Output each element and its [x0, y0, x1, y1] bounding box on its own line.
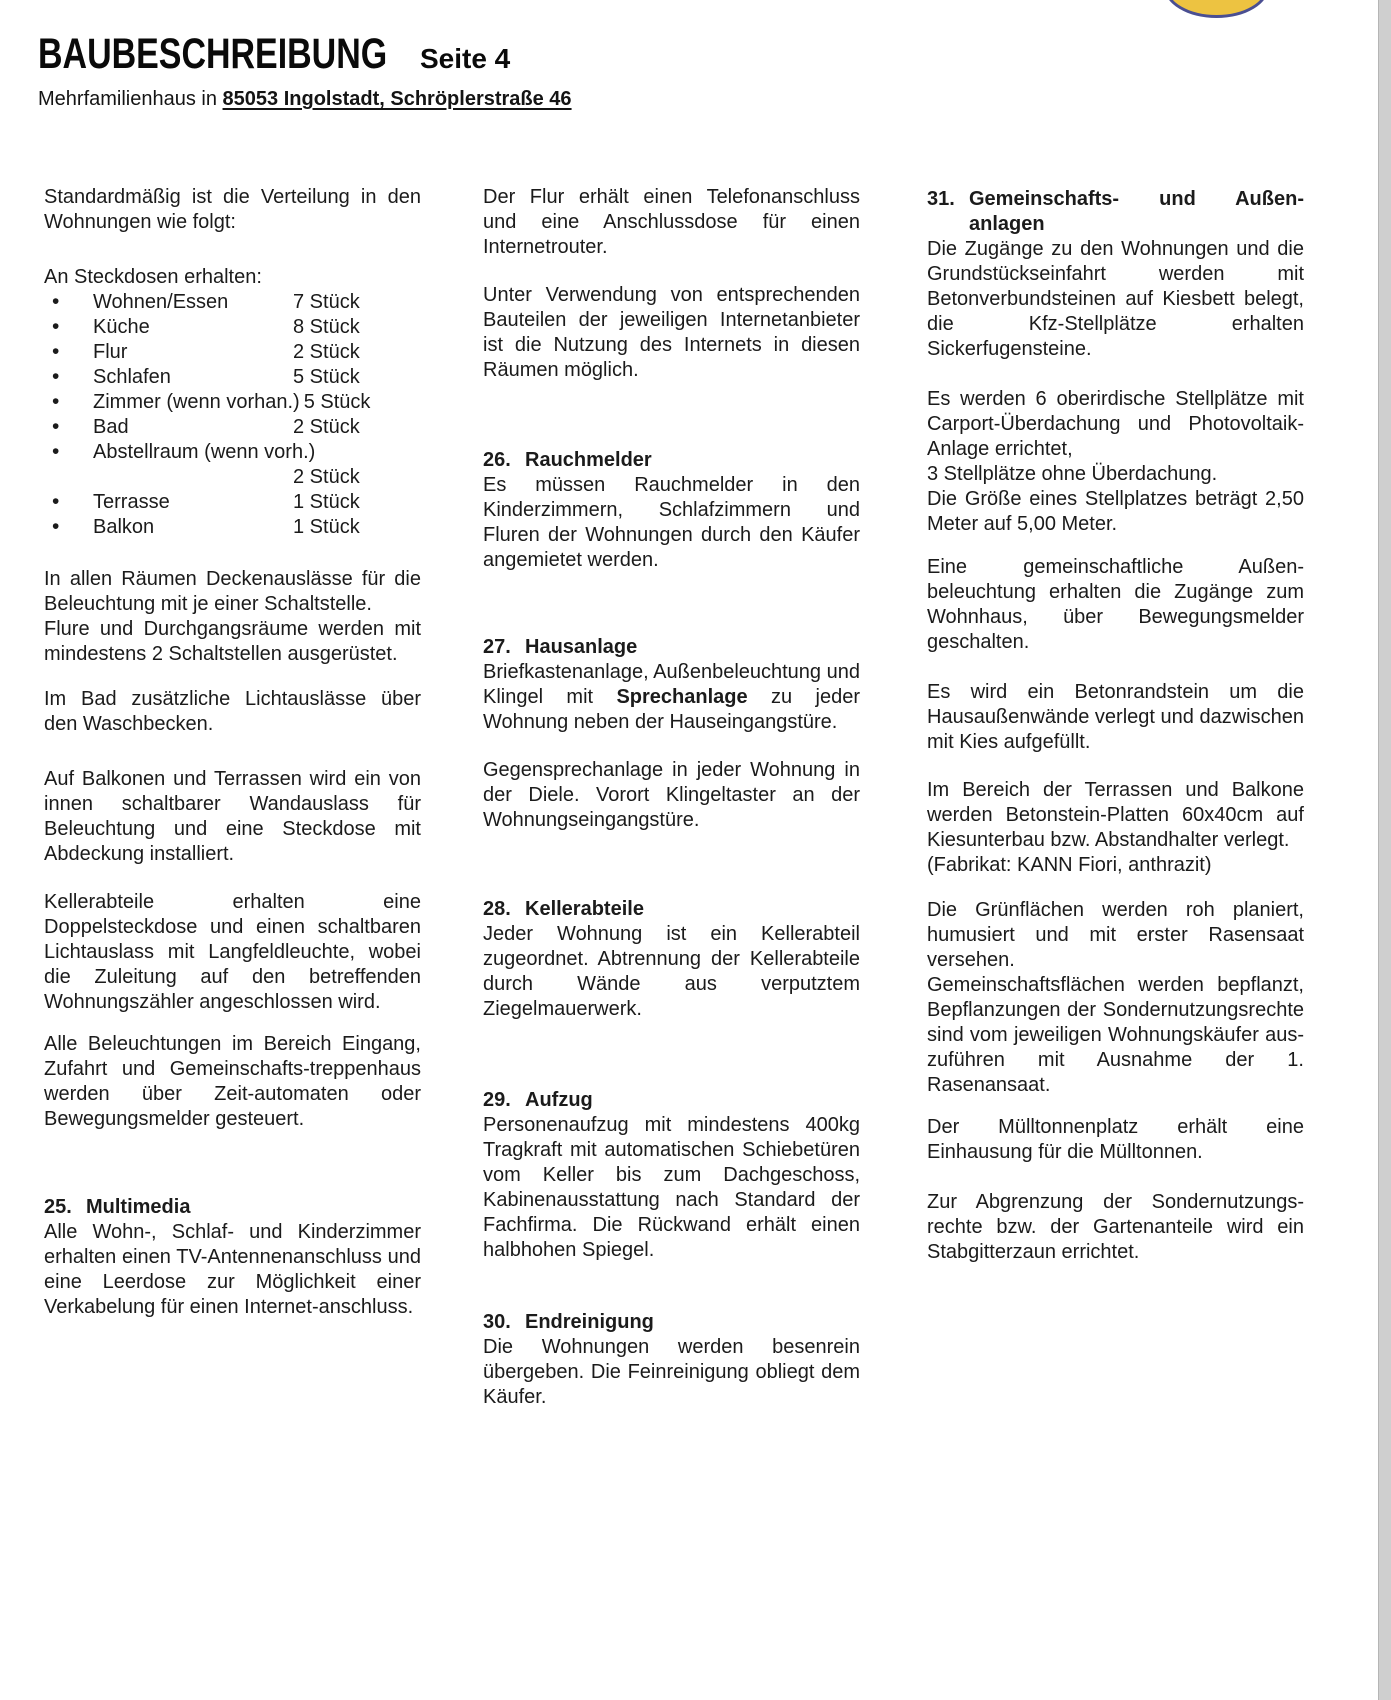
- paragraph-kellerabteile-28: Jeder Wohnung ist ein Kellerabteil zugeordnet. Abtrennung der Kellerabteile durch Wände aus verputztem Ziegelmauerwerk.: [483, 923, 860, 1020]
- section-heading-31-gemeinschaftsanlagen: [927, 187, 1304, 237]
- section-title: Aufzug: [525, 1089, 593, 1111]
- socket-label: Schlafen: [93, 366, 171, 388]
- socket-row: [44, 440, 421, 465]
- bullet-icon: •: [52, 365, 60, 388]
- socket-count: 2 Stück: [293, 416, 360, 438]
- document-header: [38, 30, 572, 111]
- section-number: 31.: [927, 188, 955, 210]
- paragraph-stabgitterzaun: Zur Abgrenzung der Sondernutzungs-rechte bzw. der Gartenanteile wird ein Stabgitterzaun errichtet.: [927, 1191, 1304, 1263]
- paragraph-multimedia: Alle Wohn-, Schlaf- und Kinderzimmer erhalten einen TV-Antennenanschluss und eine Leerdose zur Möglichkeit einer Verkabelung für einen Internet-anschluss.: [44, 1221, 421, 1318]
- paragraph-deckenauslaesse: In allen Räumen Deckenauslässe für die Beleuchtung mit je einer Schaltstelle. Flure und Durchgangsräume werden mit mindestens 2 Schaltstellen ausgerüstet.: [44, 568, 421, 665]
- section-heading-29-aufzug: [483, 1088, 860, 1113]
- socket-count: 1 Stück: [293, 516, 360, 538]
- socket-row-continuation: [44, 465, 421, 490]
- socket-label: Abstellraum (wenn vorh.): [93, 441, 316, 463]
- socket-count: 5 Stück: [293, 366, 360, 388]
- column-1: [44, 185, 421, 1320]
- section-title: Hausanlage: [525, 636, 638, 658]
- section-heading-27-hausanlage: [483, 635, 860, 660]
- paragraph-aussenbeleuchtung: Eine gemeinschaftliche Außen-beleuchtung erhalten die Zugänge zum Wohnhaus, über Bewegungsmelder geschalten.: [927, 556, 1304, 653]
- paragraph-flur-telefon: Der Flur erhält einen Telefonanschluss und eine Anschlussdose für einen Internetrouter.: [483, 186, 860, 258]
- section-title: Kellerabteile: [525, 898, 644, 920]
- page-number-label: Seite 4: [419, 43, 511, 74]
- paragraph-kellerabteile: Kellerabteile erhalten eine Doppelsteckdose und einen schaltbaren Lichtauslass mit Langfeldleuchte, wobei die Zuleitung auf den betreffenden Wohnungszähler angeschlossen wird.: [44, 891, 421, 1013]
- section-title: Endreinigung: [525, 1311, 654, 1333]
- socket-count: 1 Stück: [293, 491, 360, 513]
- socket-row: [44, 290, 421, 315]
- section-heading-26-rauchmelder: [483, 448, 860, 473]
- subtitle-prefix: Mehrfamilienhaus in: [38, 88, 223, 110]
- bullet-icon: •: [52, 515, 60, 538]
- section-number: 29.: [483, 1089, 511, 1111]
- page-edge-strip: [1378, 0, 1391, 1700]
- bullet-icon: •: [52, 390, 60, 413]
- paragraph-aufzug: Personenaufzug mit mindestens 400kg Tragkraft mit automatischen Schiebetüren vom Keller bis zum Dachgeschoss, Kabinenausstattung nach Standard der Fachfirma. Die Rückwand erhält einen halbhohen Spiegel.: [483, 1114, 860, 1261]
- socket-row: [44, 365, 421, 390]
- section-heading-25-multimedia: [44, 1195, 421, 1220]
- column-2: [483, 185, 860, 1410]
- socket-label: Terrasse: [93, 491, 170, 513]
- socket-count: 2 Stück: [293, 341, 360, 363]
- socket-label: Flur: [93, 341, 128, 363]
- socket-count: 5 Stück: [303, 391, 371, 413]
- company-logo: [1164, 0, 1269, 18]
- bullet-icon: •: [52, 440, 60, 463]
- socket-count: 8 Stück: [293, 316, 360, 338]
- paragraph-betonrandstein: Es wird ein Betonrandstein um die Hausaußenwände verlegt und dazwischen mit Kies aufgefüllt.: [927, 681, 1304, 753]
- bullet-icon: •: [52, 290, 60, 313]
- section-number: 27.: [483, 636, 511, 658]
- socket-list: [44, 290, 421, 540]
- section-number: 26.: [483, 449, 511, 471]
- socket-count: 7 Stück: [293, 291, 360, 313]
- paragraph-gruenflaechen: Die Grünflächen werden roh planiert, humusiert und mit erster Rasensaat versehen. Gemeinschaftsflächen werden bepflanzt, Bepflanzungen der Sondernutzungsrechte sind vom jeweiligen Wohnungskäufer aus-zuführen mit Ausnahme der 1. Rasenansaat.: [927, 899, 1304, 1096]
- socket-row: [44, 415, 421, 440]
- paragraph-balkone: Auf Balkonen und Terrassen wird ein von innen schaltbarer Wandauslass für Beleuchtung und eine Steckdose mit Abdeckung installiert.: [44, 768, 421, 865]
- paragraph-endreinigung: Die Wohnungen werden besenrein übergeben. Die Feinreinigung obliegt dem Käufer.: [483, 1336, 860, 1408]
- paragraph-bad: Im Bad zusätzliche Lichtauslässe über den Waschbecken.: [44, 688, 421, 735]
- paragraph-internetanbieter: Unter Verwendung von entsprechenden Bauteilen der jeweiligen Internetanbieter ist die Nutzung des Internets in diesen Räumen möglich.: [483, 284, 860, 381]
- paragraph-muelltonnenplatz: Der Mülltonnenplatz erhält eine Einhausung für die Mülltonnen.: [927, 1116, 1304, 1163]
- paragraph-terrassen: Im Bereich der Terrassen und Balkone werden Betonstein-Platten 60x40cm auf Kiesunterbau bzw. Abstandhalter verlegt. (Fabrikat: KANN Fiori, anthrazit): [927, 779, 1304, 876]
- section-number: 28.: [483, 898, 511, 920]
- socket-label: Zimmer (wenn vorhan.): [93, 391, 300, 413]
- paragraph-beleuchtungen: Alle Beleuchtungen im Bereich Eingang, Zufahrt und Gemeinschafts-treppenhaus werden über Zeit-automaten oder Bewegungsmelder gesteuert.: [44, 1033, 421, 1130]
- bullet-icon: •: [52, 490, 60, 513]
- paragraph-zugaenge: Die Zugänge zu den Wohnungen und die Grundstückseinfahrt werden mit Betonverbundsteinen auf Kiesbett belegt, die Kfz-Stellplätze erhalten Sickerfugensteine.: [927, 238, 1304, 360]
- column-3: [927, 185, 1304, 1265]
- socket-label: Bad: [93, 416, 129, 438]
- paragraph-intro: Standardmäßig ist die Verteilung in den Wohnungen wie folgt:: [44, 186, 421, 233]
- section-title: Multimedia: [86, 1196, 191, 1218]
- section-title: Gemeinschafts- und Außen-anlagen: [969, 188, 1304, 235]
- socket-row: [44, 340, 421, 365]
- section-heading-30-endreinigung: [483, 1310, 860, 1335]
- socket-label: Wohnen/Essen: [93, 291, 229, 313]
- document-subtitle: [38, 88, 572, 111]
- section-number: 25.: [44, 1196, 72, 1218]
- address-text: 85053 Ingolstadt, Schröplerstraße 46: [222, 88, 572, 110]
- socket-label: Balkon: [93, 516, 155, 538]
- bold-sprechanlage: Sprechanlage: [616, 686, 748, 708]
- section-heading-28-kellerabteile: [483, 897, 860, 922]
- paragraph-stellplaetze: Es werden 6 oberirdische Stellplätze mit Carport-Überdachung und Photovoltaik-Anlage errichtet, 3 Stellplätze ohne Überdachung. Die Größe eines Stellplatzes beträgt 2,50 Meter auf 5,00 Meter.: [927, 388, 1304, 535]
- socket-label-spacer: [93, 465, 289, 490]
- paragraph-gegensprechanlage: Gegensprechanlage in jeder Wohnung in der Diele. Vorort Klingeltaster an der Wohnungseingangstüre.: [483, 759, 860, 831]
- bullet-icon: •: [52, 315, 60, 338]
- socket-row: [44, 515, 421, 540]
- paragraph-hausanlage: Briefkastenanlage, Außenbeleuchtung und Klingel mit Sprechanlage zu jeder Wohnung neben der Hauseingangstüre.: [483, 661, 860, 733]
- paragraph-rauchmelder: Es müssen Rauchmelder in den Kinderzimmern, Schlafzimmern und Fluren der Wohnungen durch den Käufer angemietet werden.: [483, 474, 860, 571]
- page-title: BAUBESCHREIBUNG: [38, 30, 388, 78]
- section-title: Rauchmelder: [525, 449, 652, 471]
- socket-count: 2 Stück: [293, 466, 360, 488]
- bullet-icon: •: [52, 415, 60, 438]
- bullet-icon: •: [52, 340, 60, 363]
- socket-row: [44, 315, 421, 340]
- section-number: 30.: [483, 1311, 511, 1333]
- socket-list-heading: An Steckdosen erhalten:: [44, 266, 262, 288]
- socket-row: [44, 490, 421, 515]
- socket-row: [44, 390, 421, 415]
- socket-label: Küche: [93, 316, 150, 338]
